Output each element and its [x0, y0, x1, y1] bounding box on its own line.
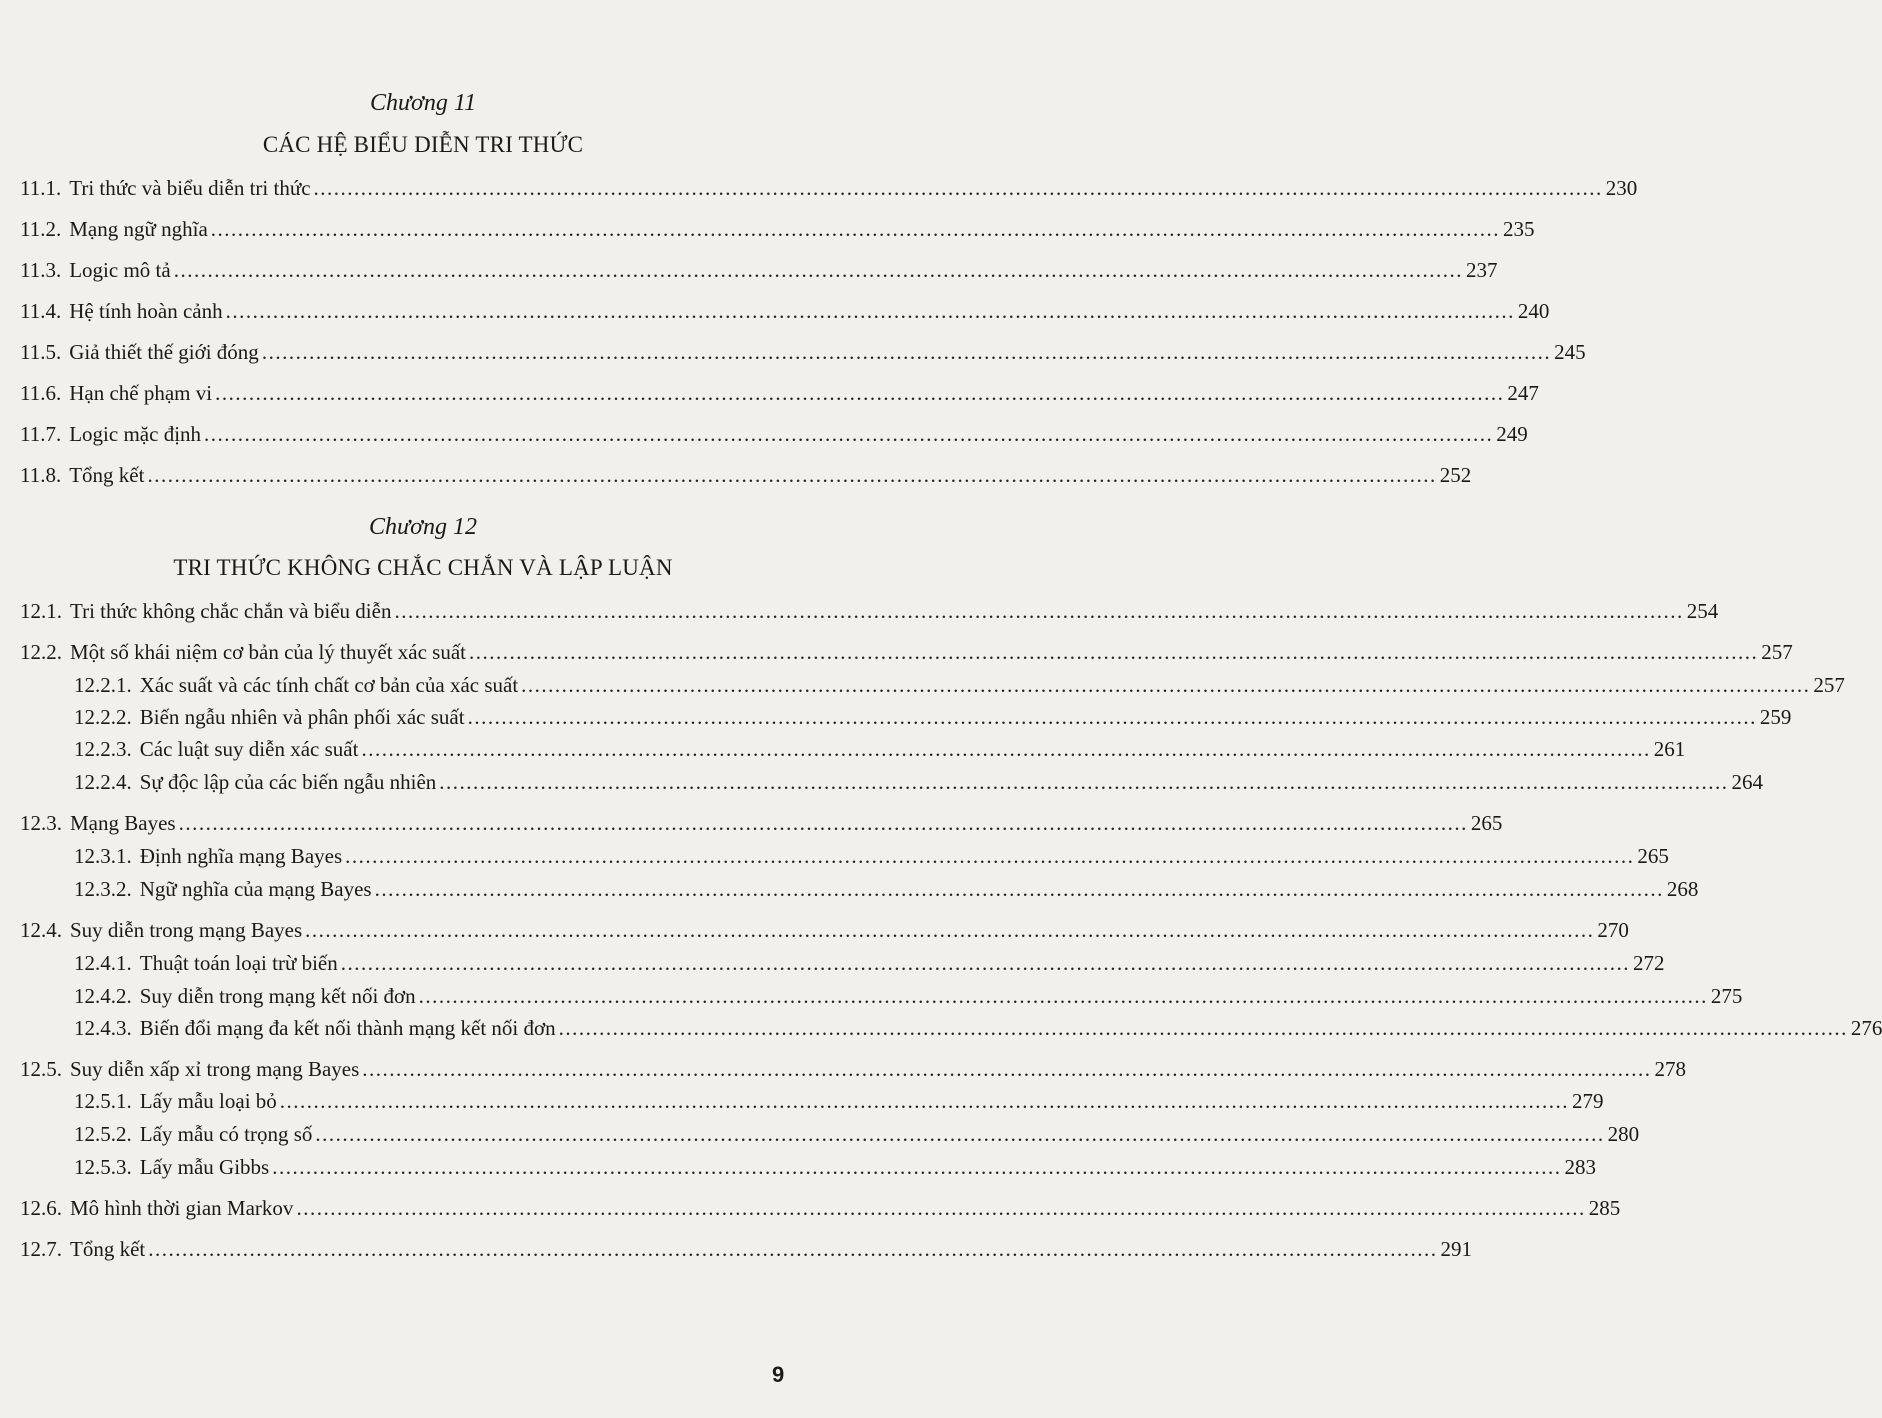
dot-leader: ............................................................................................................................................................................................... [340, 951, 1630, 975]
toc-entry-title: Hạn chế phạm vi [69, 381, 213, 405]
toc-subentry [74, 1119, 1640, 1149]
toc-entry [20, 1193, 1621, 1223]
toc-entry-title: Tổng kết [69, 463, 145, 487]
chapter-title: TRI THỨC KHÔNG CHẮC CHẮN VÀ LẬP LUẬN [173, 555, 673, 580]
toc-entry-title: Biến đổi mạng đa kết nối thành mạng kết nối đơn [139, 1016, 556, 1040]
toc-entry-number: 11.5. [20, 340, 62, 364]
dot-leader: ............................................................................................................................................................................................... [204, 422, 1494, 446]
toc-entry-page: 247 [1507, 381, 1539, 405]
dot-leader: ............................................................................................................................................................................................... [345, 844, 1635, 868]
toc-entry-number: 12.2.1. [74, 673, 132, 697]
toc-entry-page: 235 [1503, 217, 1535, 241]
toc-entry [20, 214, 1535, 244]
toc-entry-page: 257 [1813, 673, 1845, 697]
toc-entry-title: Giả thiết thế giới đóng [69, 340, 259, 364]
dot-leader: ............................................................................................................................................................................................... [394, 599, 1684, 623]
toc-entry-page: 275 [1710, 984, 1743, 1008]
toc-entry-number: 12.2.4. [74, 770, 132, 794]
toc-entry-number: 12.3.1. [74, 844, 132, 868]
toc-entry-title: Mạng ngữ nghĩa [69, 217, 208, 241]
toc-entry-number: 11.7. [20, 422, 62, 446]
toc-entry-page: 283 [1564, 1155, 1596, 1179]
toc-entry-number: 12.2.2. [74, 705, 132, 729]
toc-subentry [74, 1086, 1604, 1116]
toc-entry-number: 12.5.1. [74, 1089, 132, 1113]
dot-leader: ............................................................................................................................................................................................... [296, 1196, 1586, 1220]
dot-leader: ............................................................................................................................................................................................... [147, 463, 1437, 487]
toc-entry-number: 12.5. [20, 1057, 62, 1081]
toc-entry-title: Ngữ nghĩa của mạng Bayes [139, 877, 372, 901]
dot-leader: ............................................................................................................................................................................................... [374, 877, 1664, 901]
dot-leader: ............................................................................................................................................................................................... [467, 705, 1757, 729]
toc-subentry [74, 981, 1743, 1011]
toc-entry [20, 378, 1539, 408]
toc-entry [20, 173, 1638, 203]
dot-leader: ............................................................................................................................................................................................... [558, 1016, 1848, 1040]
toc-entry-number: 12.2.3. [74, 737, 132, 761]
toc-entry-page: 240 [1517, 299, 1550, 323]
toc-entry-number: 12.1. [20, 599, 62, 623]
toc-entry-page: 272 [1633, 951, 1665, 975]
toc-entry-page: 257 [1761, 640, 1793, 664]
toc-entry-page: 265 [1470, 811, 1503, 835]
toc-entry-number: 12.6. [20, 1196, 62, 1220]
chapter-title: CÁC HỆ BIỂU DIỄN TRI THỨC [262, 132, 584, 157]
toc-entry-number: 12.5.3. [74, 1155, 132, 1179]
dot-leader: ............................................................................................................................................................................................... [313, 176, 1603, 200]
toc-entry-number: 12.4.1. [74, 951, 132, 975]
toc-entry-title: Lấy mẫu có trọng số [139, 1122, 313, 1146]
toc-entry [20, 419, 1528, 449]
toc-entry-page: 268 [1666, 877, 1699, 901]
chapter-label: Chương 11 [369, 90, 477, 116]
toc-entry-number: 12.4. [20, 918, 62, 942]
toc-entry-title: Suy diễn trong mạng Bayes [70, 918, 303, 942]
toc-entry-number: 12.3.2. [74, 877, 132, 901]
toc-entry-title: Suy diễn trong mạng kết nối đơn [139, 984, 416, 1008]
toc-entry-number: 11.6. [20, 381, 62, 405]
toc-subentry [74, 1152, 1596, 1182]
toc-entry-page: 264 [1731, 770, 1764, 794]
toc-entry-page: 265 [1637, 844, 1669, 868]
toc-entry-title: Lấy mẫu loại bỏ [139, 1089, 277, 1113]
toc-entry-page: 276 [1850, 1016, 1882, 1040]
dot-leader: ............................................................................................................................................................................................... [225, 299, 1515, 323]
toc-entry-page: 278 [1654, 1057, 1687, 1081]
toc-entry [20, 808, 1503, 838]
toc-entry-title: Tri thức không chắc chắn và biểu diễn [70, 599, 392, 623]
toc-entry-page: 252 [1439, 463, 1472, 487]
toc-subentry [74, 734, 1686, 764]
dot-leader: ............................................................................................................................................................................................... [361, 737, 1651, 761]
toc-entry-number: 12.3. [20, 811, 62, 835]
toc-entry-page: 259 [1759, 705, 1792, 729]
toc-entry-page: 285 [1588, 1196, 1621, 1220]
toc-entry-number: 11.1. [20, 176, 62, 200]
toc-entry-number: 12.2. [20, 640, 62, 664]
toc-entry-title: Mô hình thời gian Markov [70, 1196, 294, 1220]
toc-entry-number: 12.7. [20, 1237, 62, 1261]
chapter-label: Chương 12 [369, 514, 477, 540]
toc-entry-number: 12.5.2. [74, 1122, 132, 1146]
dot-leader: ............................................................................................................................................................................................... [261, 340, 1552, 364]
toc-subentry [74, 670, 1845, 700]
toc-subentry [74, 767, 1764, 797]
toc-entry-page: 254 [1686, 599, 1719, 623]
dot-leader: ............................................................................................................................................................................................... [173, 258, 1463, 282]
toc-entry-title: Hệ tính hoàn cảnh [69, 299, 223, 323]
toc-entry-page: 280 [1607, 1122, 1640, 1146]
toc-entry-title: Thuật toán loại trừ biến [139, 951, 338, 975]
dot-leader: ............................................................................................................................................................................................... [215, 381, 1505, 405]
dot-leader: ............................................................................................................................................................................................... [521, 673, 1811, 697]
toc-subentry [74, 702, 1792, 732]
dot-leader: ............................................................................................................................................................................................... [439, 770, 1729, 794]
toc-entry [20, 915, 1629, 945]
toc-entry-page: 279 [1572, 1089, 1604, 1113]
toc-entry-number: 11.8. [20, 463, 62, 487]
toc-entry [20, 596, 1719, 626]
toc-entry [20, 1234, 1472, 1264]
dot-leader: ............................................................................................................................................................................................... [210, 217, 1501, 241]
toc-entry-title: Logic mô tả [69, 258, 171, 282]
toc-entry-title: Logic mặc định [69, 422, 202, 446]
dot-leader: ............................................................................................................................................................................................... [362, 1057, 1652, 1081]
toc-entry [20, 460, 1472, 490]
toc-entry-title: Tổng kết [70, 1237, 146, 1261]
dot-leader: ............................................................................................................................................................................................... [148, 1237, 1438, 1261]
toc-entry [20, 637, 1793, 667]
toc-entry-page: 261 [1653, 737, 1686, 761]
toc-entry-page: 291 [1440, 1237, 1472, 1261]
toc-entry-number: 11.3. [20, 258, 62, 282]
toc-entry-title: Sự độc lập của các biến ngẫu nhiên [139, 770, 437, 794]
toc-entry-number: 11.4. [20, 299, 62, 323]
toc-subentry [74, 841, 1669, 871]
toc-entry-title: Biến ngẫu nhiên và phân phối xác suất [139, 705, 465, 729]
dot-leader: ............................................................................................................................................................................................... [315, 1122, 1605, 1146]
toc-subentry [74, 874, 1699, 904]
toc-entry-title: Tri thức và biểu diễn tri thức [69, 176, 311, 200]
dot-leader: ............................................................................................................................................................................................... [178, 811, 1468, 835]
dot-leader: ............................................................................................................................................................................................... [418, 984, 1708, 1008]
toc-entry-title: Các luật suy diễn xác suất [139, 737, 359, 761]
toc-entry [20, 1054, 1687, 1084]
toc-subentry [74, 1013, 1882, 1043]
toc-entry-number: 12.4.2. [74, 984, 132, 1008]
toc-entry-page: 270 [1597, 918, 1629, 942]
dot-leader: ............................................................................................................................................................................................... [272, 1155, 1562, 1179]
toc-entry-title: Suy diễn xấp xỉ trong mạng Bayes [70, 1057, 360, 1081]
toc-subentry [74, 948, 1665, 978]
dot-leader: ............................................................................................................................................................................................... [279, 1089, 1570, 1113]
toc-entry-title: Lấy mẫu Gibbs [139, 1155, 270, 1179]
toc-entry-title: Định nghĩa mạng Bayes [139, 844, 343, 868]
dot-leader: ............................................................................................................................................................................................... [305, 918, 1595, 942]
toc-entry-page: 245 [1554, 340, 1586, 364]
dot-leader: ............................................................................................................................................................................................... [469, 640, 1759, 664]
toc-entry-page: 237 [1465, 258, 1498, 282]
page-number: 9 [772, 1362, 785, 1387]
toc-entry [20, 255, 1498, 285]
toc-entry-title: Xác suất và các tính chất cơ bản của xác suất [139, 673, 519, 697]
toc-entry [20, 296, 1550, 326]
toc-entry-page: 249 [1496, 422, 1528, 446]
toc-entry-title: Mạng Bayes [70, 811, 176, 835]
toc-entry-title: Một số khái niệm cơ bản của lý thuyết xác suất [70, 640, 467, 664]
toc-entry-page: 230 [1605, 176, 1638, 200]
toc-entry-number: 11.2. [20, 217, 62, 241]
toc-entry-number: 12.4.3. [74, 1016, 132, 1040]
toc-entry [20, 337, 1586, 367]
